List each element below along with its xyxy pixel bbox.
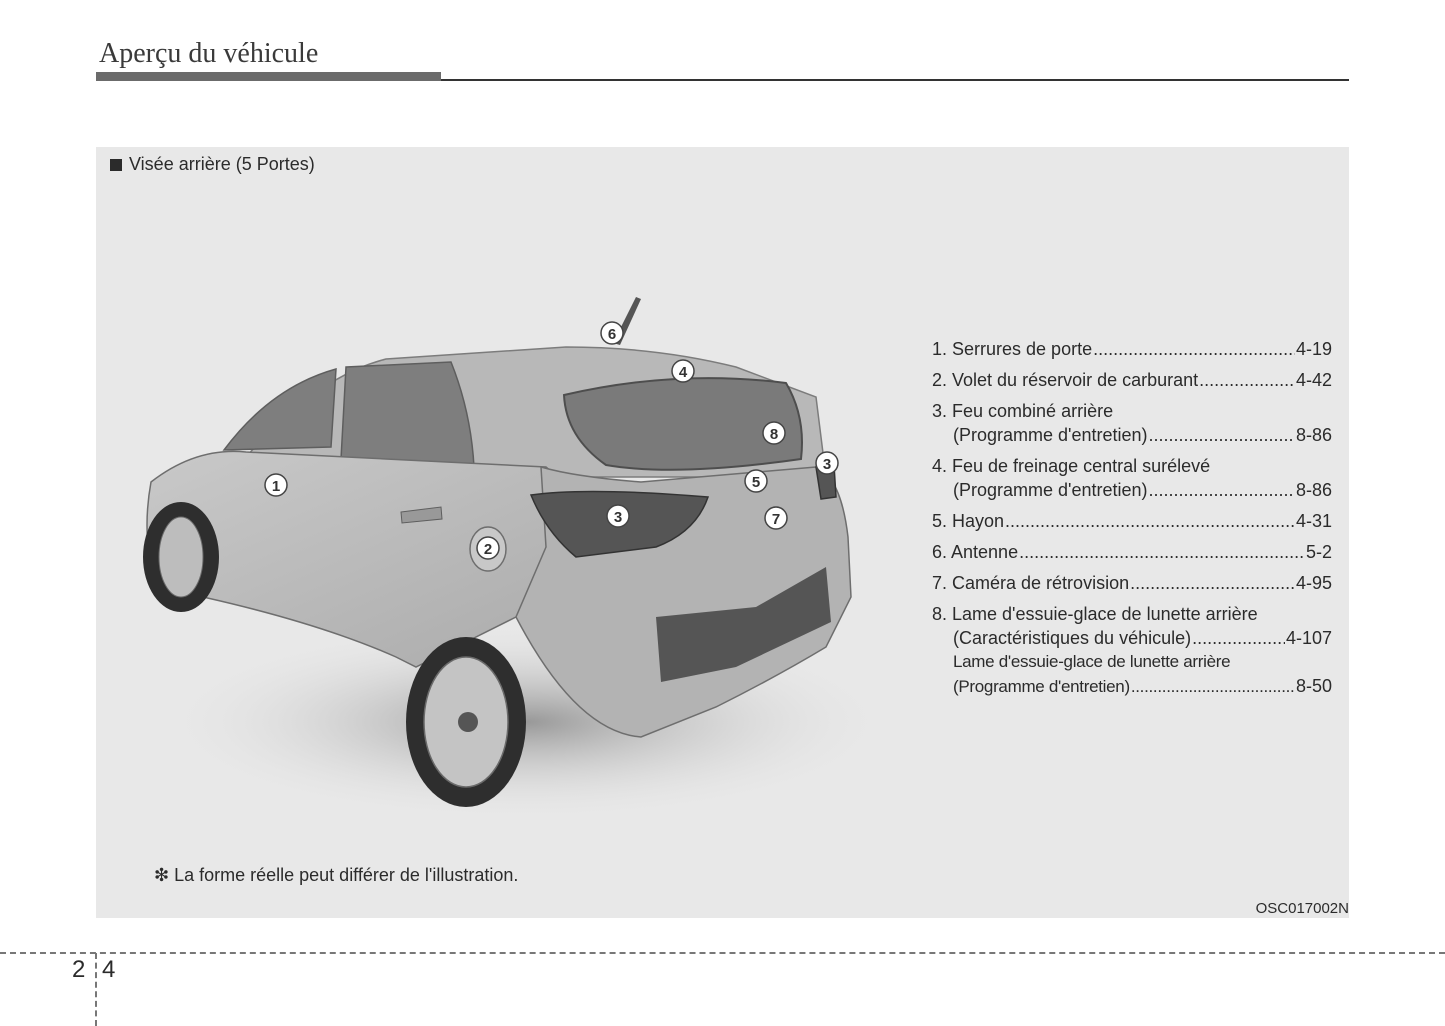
parts-legend bbox=[932, 337, 1332, 706]
callout-8-label: 8 bbox=[769, 426, 779, 443]
callout-7-label: 7 bbox=[771, 511, 781, 528]
callout-3-right bbox=[816, 452, 838, 474]
callout-5-label: 5 bbox=[751, 474, 761, 491]
legend-label: 6. Antenne bbox=[932, 542, 1019, 562]
image-code: OSC017002N bbox=[1255, 900, 1349, 917]
car-rear-view-illustration bbox=[96, 147, 886, 847]
legend-item bbox=[932, 399, 1332, 447]
legend-page: 4-107 bbox=[1285, 628, 1332, 648]
legend-sublabel: (Caractéristiques du véhicule) bbox=[953, 628, 1192, 648]
legend-label: 3. Feu combiné arrière bbox=[932, 401, 1114, 421]
callout-2 bbox=[477, 537, 499, 559]
title-underline bbox=[441, 79, 1349, 81]
callout-8 bbox=[763, 422, 785, 444]
legend-page: 4-19 bbox=[1295, 339, 1332, 359]
callout-1-label: 1 bbox=[271, 478, 281, 495]
callout-4-label: 4 bbox=[678, 364, 688, 381]
rear-wheel-hub bbox=[458, 712, 478, 732]
legend-sublabel: Lame d'essuie-glace de lunette arrière bbox=[953, 652, 1231, 671]
footnote: ❇ La forme réelle peut différer de l'illustration. bbox=[154, 865, 519, 885]
front-wheel-rim bbox=[159, 517, 203, 597]
legend-page: 4-31 bbox=[1295, 511, 1332, 531]
side-window-rear bbox=[341, 362, 474, 467]
callout-6 bbox=[601, 322, 623, 344]
callout-3-left bbox=[607, 505, 629, 527]
legend-item bbox=[932, 368, 1332, 392]
legend-label: 4. Feu de freinage central surélevé bbox=[932, 456, 1211, 476]
side-window-front bbox=[224, 369, 336, 450]
legend-sublabel: (Programme d'entretien) bbox=[953, 480, 1148, 500]
legend-page: 8-86 bbox=[1295, 425, 1332, 445]
legend-page: 4-95 bbox=[1295, 573, 1332, 593]
callout-5 bbox=[745, 470, 767, 492]
legend-label: 2. Volet du réservoir de carburant bbox=[932, 370, 1199, 390]
illustration-panel bbox=[96, 147, 1349, 918]
footer-divider bbox=[0, 952, 1445, 954]
callout-4 bbox=[672, 360, 694, 382]
legend-page: 5-2 bbox=[1305, 542, 1332, 562]
callout-2-label: 2 bbox=[483, 541, 493, 558]
page-title: Aperçu du véhicule bbox=[99, 38, 319, 69]
legend-item bbox=[932, 337, 1332, 361]
page-number: 4 bbox=[102, 956, 116, 983]
legend-item bbox=[932, 454, 1332, 502]
legend-item bbox=[932, 509, 1332, 533]
legend-label: 1. Serrures de porte bbox=[932, 339, 1093, 359]
legend-item bbox=[932, 571, 1332, 595]
legend-page: 8-50 bbox=[1295, 676, 1332, 696]
footer-vertical-divider bbox=[95, 953, 97, 1026]
legend-item bbox=[932, 540, 1332, 564]
section-heading-text: Visée arrière (5 Portes) bbox=[129, 154, 315, 174]
callout-3-left-label: 3 bbox=[613, 509, 623, 526]
legend-label: 5. Hayon bbox=[932, 511, 1005, 531]
legend-sublabel: (Programme d'entretien) bbox=[953, 677, 1130, 696]
rear-window bbox=[564, 378, 802, 470]
legend-label: 8. Lame d'essuie-glace de lunette arrière bbox=[932, 604, 1258, 624]
legend-label: 7. Caméra de rétrovision bbox=[932, 573, 1130, 593]
callout-7 bbox=[765, 507, 787, 529]
legend-page: 8-86 bbox=[1295, 480, 1332, 500]
legend-sublabel: (Programme d'entretien) bbox=[953, 425, 1148, 445]
legend-item bbox=[932, 602, 1332, 699]
title-underline-accent bbox=[96, 72, 441, 81]
page-chapter-number: 2 bbox=[72, 956, 86, 983]
callout-1 bbox=[265, 474, 287, 496]
callout-6-label: 6 bbox=[607, 326, 617, 343]
callout-3-right-label: 3 bbox=[822, 456, 832, 473]
legend-page: 4-42 bbox=[1295, 370, 1332, 390]
